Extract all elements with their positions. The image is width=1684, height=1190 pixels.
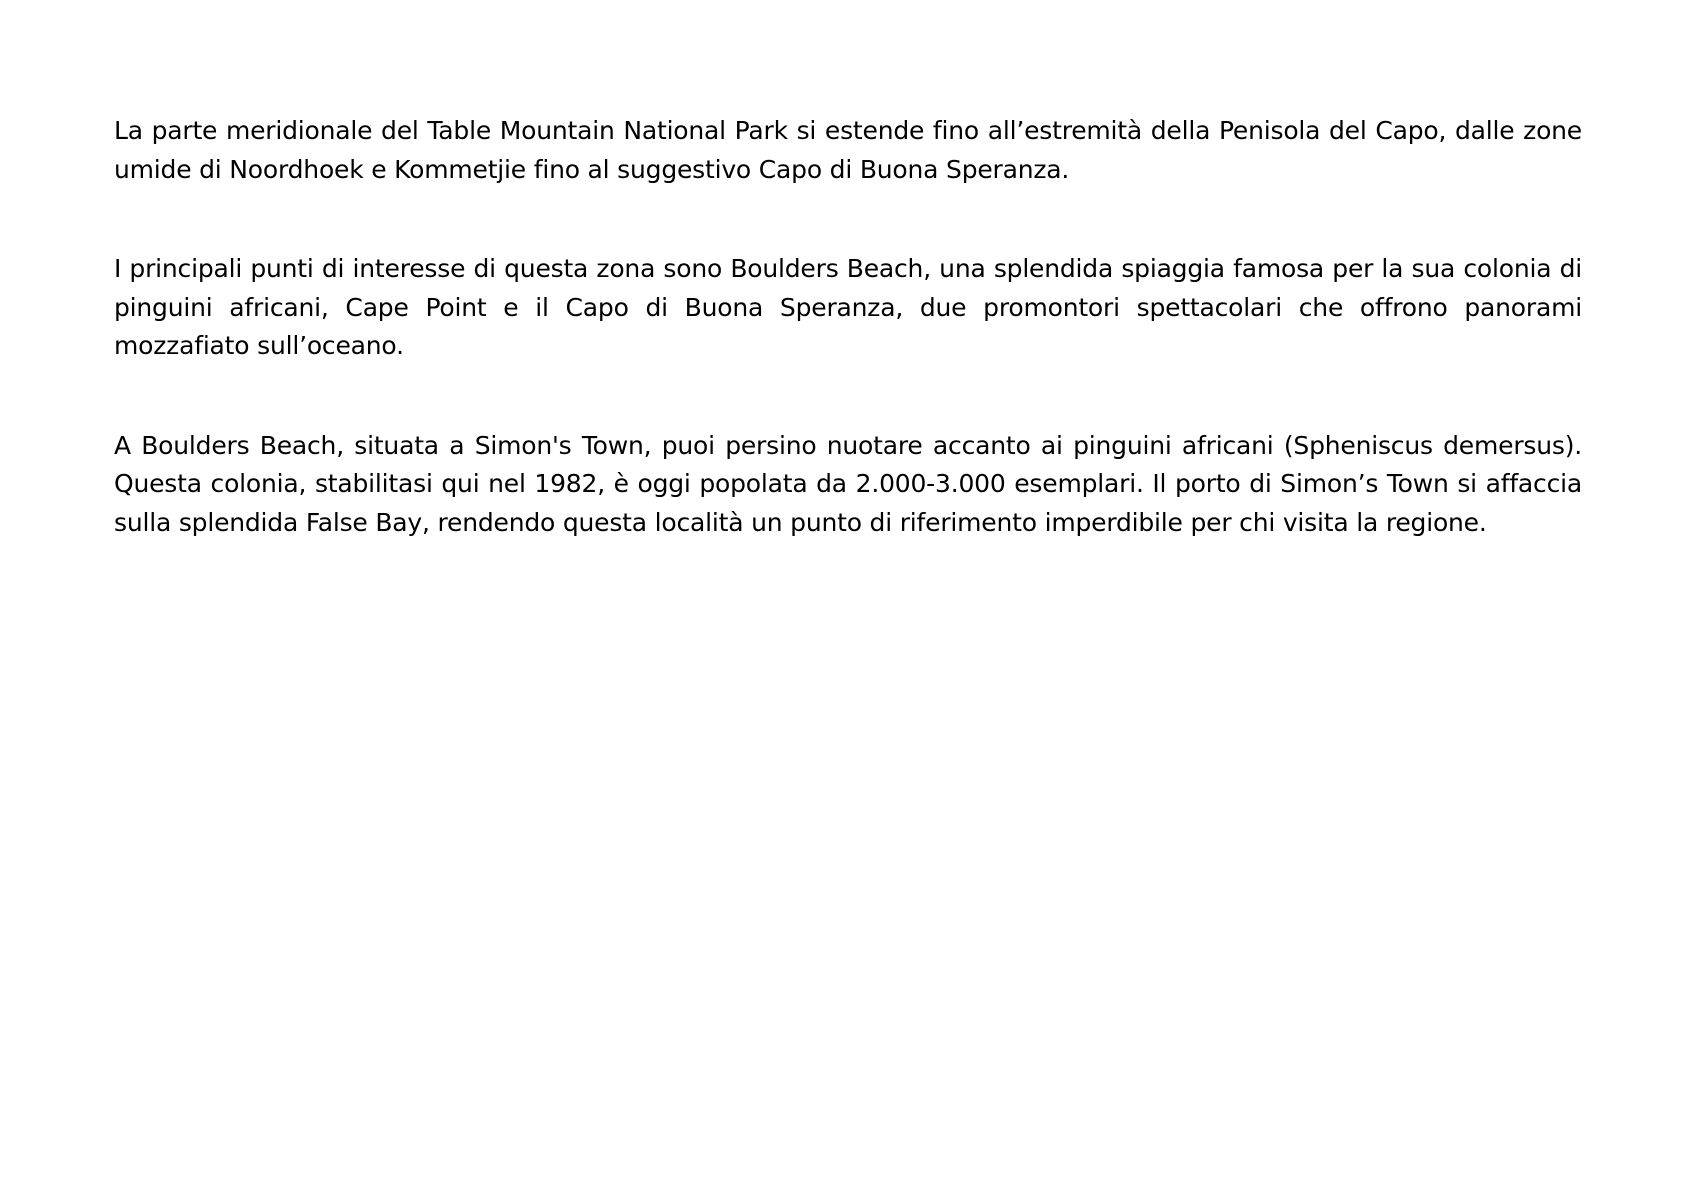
paragraph-boulders-beach: A Boulders Beach, situata a Simon's Town, puoi persino nuotare accanto ai pinguini africani (Spheniscus demersus). Questa colonia, stabilitasi qui nel 1982, è oggi popolata da 2.000-3.000 esemplari. Il porto di Simon’s Town si affaccia sulla splendida False Bay, rendendo questa località un punto di riferimento imperdibile per chi visita la regione.: [114, 430, 1582, 537]
document-page: [114, 112, 1582, 542]
paragraph-southern-park: La parte meridionale del Table Mountain National Park si estende fino all’estremità della Penisola del Capo, dalle zone umide di Noordhoek e Kommetjie fino al suggestivo Capo di Buona Speranza.: [114, 116, 1582, 184]
paragraph-points-of-interest: I principali punti di interesse di questa zona sono Boulders Beach, una splendida spiaggia famosa per la sua colonia di pinguini africani, Cape Point e il Capo di Buona Speranza, due promontori spettacolari che offrono panorami mozzafiato sull’oceano.: [114, 254, 1582, 360]
